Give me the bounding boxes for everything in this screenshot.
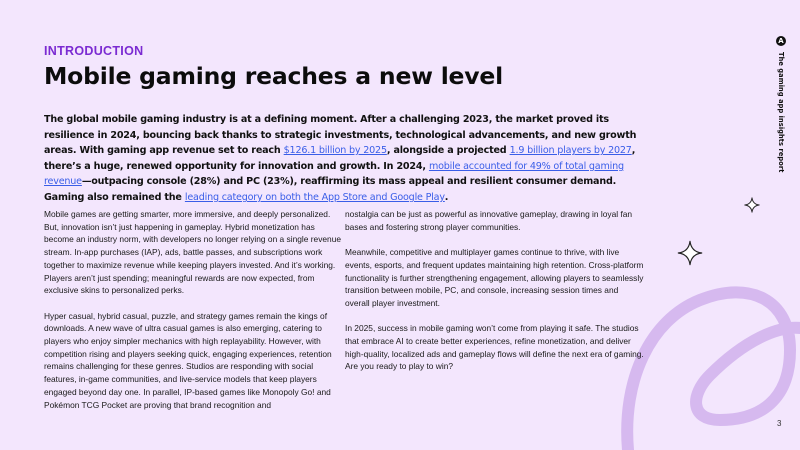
lead-text: The global mobile gaming industry is at a defining moment. After a challenging 2023, the market proved its resilience in 2024, bouncing back thanks to strategic investments, technological advancements, and new growth areas. With gaming app revenue set to reach (44, 114, 637, 157)
body-paragraph: Meanwhile, competitive and multiplayer games continue to thrive, with live events, esports, and frequent updates maintaining high retention. Cross-platform functionality is further strengthening engagement, allowing players to seamlessly transition between mobile, PC, and console, increasing session times and overall player investment. (345, 247, 644, 308)
page-number: 3 (777, 419, 782, 428)
players-2027-link[interactable]: 1.9 billion players by 2027 (509, 145, 632, 157)
revenue-2025-link[interactable]: $126.1 billion by 2025 (283, 145, 387, 157)
leading-category-link[interactable]: leading category on both the App Store and Google Play (184, 191, 445, 203)
report-title: The gaming app insights report (777, 52, 785, 173)
page-title: Mobile gaming reaches a new level (44, 62, 503, 90)
brand-logo-icon: A (776, 36, 786, 46)
body-paragraph: In 2025, success in mobile gaming won’t come from playing it safe. The studios that embrace AI to create better experiences, refine monetization, and deliver high-quality, localized ads and gameplay flows will define the next era of gaming. Are you ready to play to win? (345, 323, 644, 372)
sparkle-icon (744, 197, 760, 213)
mobile-revenue-share-link[interactable]: mobile accounted for 49% of total gaming revenue (44, 160, 624, 188)
body-column-right (345, 208, 645, 386)
side-brand (776, 36, 786, 172)
lead-paragraph (44, 112, 644, 206)
body-paragraph: nostalgia can be just as powerful as innovative gameplay, drawing in loyal fan bases and fostering strong player communities. (345, 209, 633, 232)
body-paragraph: Mobile games are getting smarter, more immersive, and deeply personalized. But, innovation isn’t just happening in gameplay. Hybrid monetization has become an industry norm, with developers no longer relying on a single revenue stream. In-app purchases (IAP), ads, battle passes, and subscriptions work together to maximize revenue while keeping players invested. And it’s working. Players aren’t just spending; meaningful rewards are now expected, from exclusive skins to personalized perks. (44, 209, 342, 296)
lead-text: , alongside a projected (386, 145, 510, 157)
section-label: INTRODUCTION (44, 44, 144, 58)
swirl-stroke (627, 292, 800, 450)
sparkle-icon (677, 240, 703, 266)
body-column-left (44, 208, 344, 424)
lead-text: , there’s a huge, renewed opportunity for innovation and growth. In 2024, (44, 145, 636, 172)
lead-text: —outpacing console (28%) and PC (23%), reaffirming its mass appeal and resilient consumer demand. Gaming also remained the (44, 176, 617, 203)
body-paragraph: Hyper casual, hybrid casual, puzzle, and strategy games remain the kings of downloads. A new wave of ultra casual games is also emerging, catering to players who enjoy simpler mechanics with high replayability. However, with competition rising and players seeking quick, engaging experiences, retention remains challenging for these genres. Studios are responding with social features, in-game communities, and live-service models that keep players engaged beyond day one. In parallel, IP-based games like Monopoly Go! and Pokémon TCG Pocket are proving that brand recognition and (44, 310, 332, 410)
lead-text: . (444, 191, 449, 203)
